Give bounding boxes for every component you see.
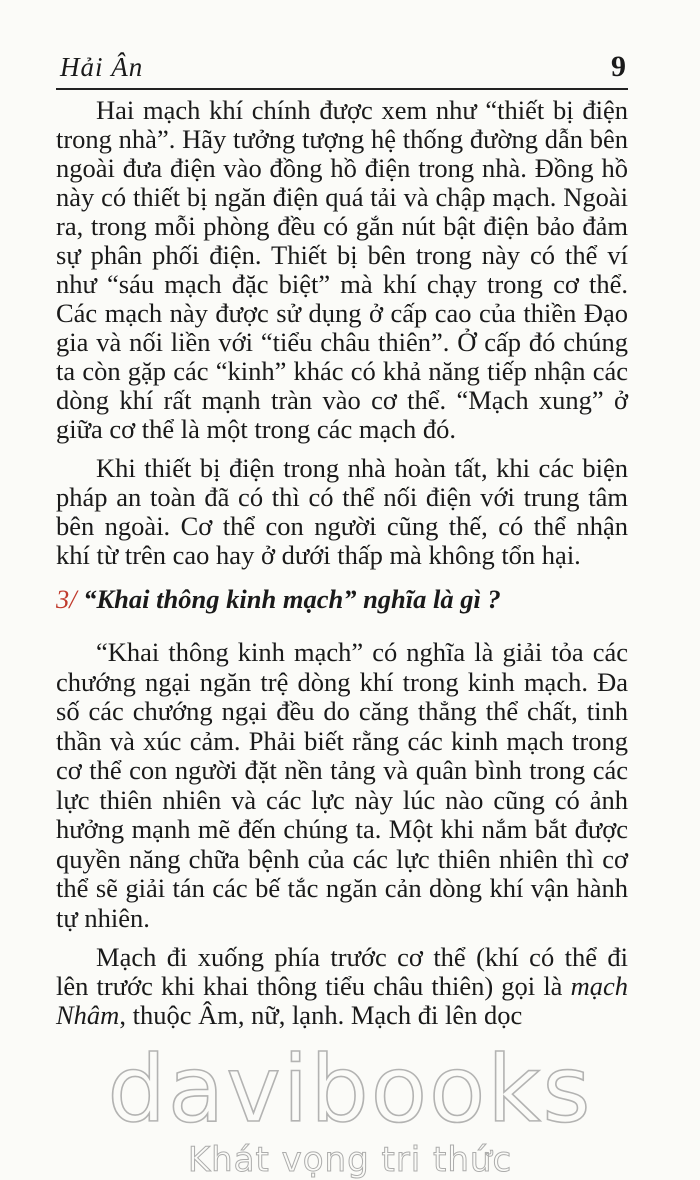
page-number: 9: [611, 50, 626, 83]
section-heading: [56, 584, 628, 614]
watermark: [0, 1036, 700, 1180]
paragraph-last: [56, 943, 628, 1030]
watermark-tagline: Khát vọng tri thức: [187, 1140, 513, 1180]
section-title: “Khai thông kinh mạch” nghĩa là gì ?: [83, 584, 501, 614]
section-number: 3/: [56, 584, 77, 614]
watermark-logo: davibooks: [107, 1036, 593, 1143]
running-head-author: Hải Ân: [60, 52, 144, 82]
paragraph-text: Mạch đi xuống phía trước cơ thể (khí có thể đi lên trước khi khai thông tiểu châu thiên) gọi là: [56, 942, 628, 1001]
page-body: [56, 96, 628, 1040]
paragraph: Hai mạch khí chính được xem như “thiết bị điện trong nhà”. Hãy tưởng tượng hệ thống đường dẫn bên ngoài đưa điện vào đồng hồ điện trong nhà. Đồng hồ này có thiết bị ngăn điện quá tải và chập mạch. Ngoài ra, trong mỗi phòng đều có gắn nút bật điện bảo đảm sự phân phối điện. Thiết bị bên trong này có thể ví như “sáu mạch đặc biệt” mà khí chạy trong cơ thể. Các mạch này được sử dụng ở cấp cao của thiền Đạo gia và nối liền với “tiểu châu thiên”. Ở cấp đó chúng ta còn gặp các “kinh” khác có khả năng tiếp nhận các dòng khí rất mạnh tràn vào cơ thể. “Mạch xung” ở giữa cơ thể là một trong các mạch đó.: [56, 95, 628, 444]
paragraph-italic-term: mạch Nhâm: [56, 971, 628, 1030]
paragraph: “Khai thông kinh mạch” có nghĩa là giải tỏa các chướng ngại ngăn trệ dòng khí trong kinh mạch. Đa số các chướng ngại đều do căng thẳng thể chất, tinh thần và xúc cảm. Phải biết rằng các kinh mạch trong cơ thể con người đặt nền tảng và quân bình trong các lực thiên nhiên và các lực này lúc nào cũng có ảnh hưởng mạnh mẽ đến chúng ta. Một khi nắm bắt được quyền năng chữa bệnh của các lực thiên nhiên thì cơ thể sẽ giải tán các bế tắc ngăn cản dòng khí vận hành tự nhiên.: [56, 637, 628, 933]
page-header: [56, 52, 628, 90]
paragraph-text: , thuộc Âm, nữ, lạnh. Mạch đi lên dọc: [119, 1000, 523, 1030]
paragraph: Khi thiết bị điện trong nhà hoàn tất, khi các biện pháp an toàn đã có thì có thể nối điện với trung tâm bên ngoài. Cơ thể con người cũng thế, có thể nhận khí từ trên cao hay ở dưới thấp mà không tổn hại.: [56, 453, 628, 570]
